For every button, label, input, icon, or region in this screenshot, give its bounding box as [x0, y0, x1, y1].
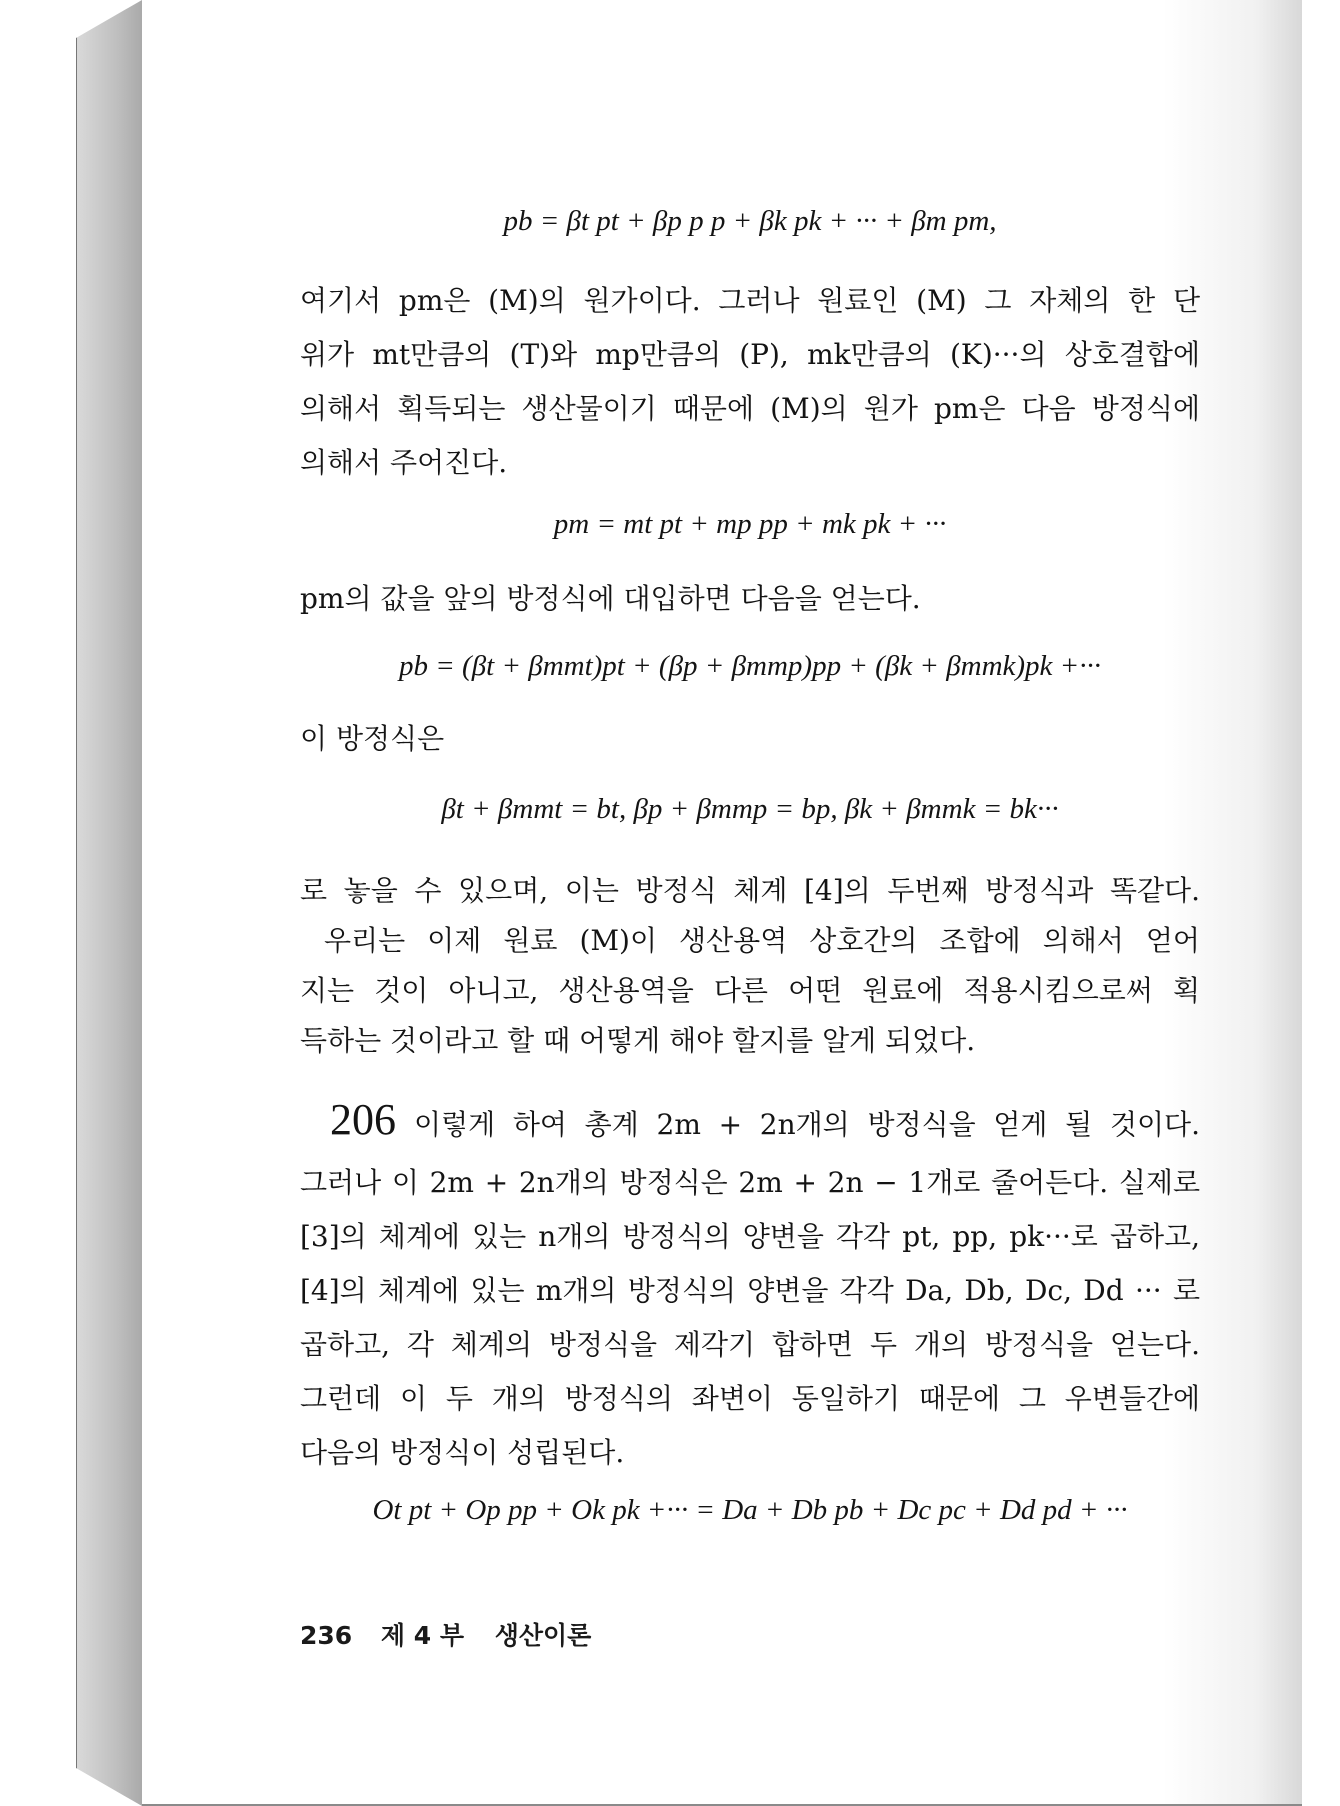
paragraph-1-line-1: 여기서 pm은 (M)의 원가이다. 그러나 원료인 (M) 그 자체의 한 단 — [300, 284, 1200, 317]
paragraph-4-line-4: 득하는 것이라고 할 때 어떻게 해야 할지를 알게 되었다. — [300, 1024, 976, 1057]
paragraph-1-line-3: 의해서 획득되는 생산물이기 때문에 (M)의 원가 pm은 다음 방정식에 — [300, 392, 1200, 425]
paragraph-1-line-4: 의해서 주어진다. — [300, 446, 508, 479]
footer-part: 제 4 부 — [380, 1621, 465, 1650]
equation-pm: pm = mt pt + mp pp + mk pk + ··· — [553, 508, 947, 540]
page-footer — [300, 1616, 591, 1652]
book-spine — [76, 0, 143, 1806]
paragraph-5-line-2: 그러나 이 2m + 2n개의 방정식은 2m + 2n − 1개로 줄어든다. 실제로 — [300, 1166, 1200, 1199]
equation-coefficients: βt + βmmt = bt, βp + βmmp = bp, βk + βmmk = bk··· — [441, 793, 1059, 825]
footer-title: 생산이론 — [494, 1621, 592, 1650]
section-number: 206 — [330, 1095, 396, 1144]
section-206-heading-line — [330, 1094, 1200, 1145]
paragraph-5-line-7: 다음의 방정식이 성립된다. — [300, 1436, 625, 1469]
equation-totals: Ot pt + Op pp + Ok pk +··· = Da + Db pb + Dc pc + Dd pd + ··· — [372, 1494, 1128, 1526]
paragraph-5-line-3: [3]의 체계에 있는 n개의 방정식의 양변을 각각 pt, pp, pk···로 곱하고, — [300, 1220, 1200, 1253]
equation-pb-substituted: pb = (βt + βmmt)pt + (βp + βmmp)pp + (βk + βmmk)pk +··· — [398, 650, 1102, 682]
paragraph-5-line-4: [4]의 체계에 있는 m개의 방정식의 양변을 각각 Da, Db, Dc, Dd ··· 로 — [300, 1274, 1200, 1307]
paragraph-1-line-2: 위가 mt만큼의 (T)와 mp만큼의 (P), mk만큼의 (K)···의 상호결합에 — [300, 338, 1200, 371]
book-page — [142, 0, 1302, 1806]
paragraph-5-line-6: 그런데 이 두 개의 방정식의 좌변이 동일하기 때문에 그 우변들간에 — [300, 1382, 1200, 1415]
paragraph-4-line-3: 지는 것이 아니고, 생산용역을 다른 어떤 원료에 적용시킴으로써 획 — [300, 974, 1200, 1007]
paragraph-2: pm의 값을 앞의 방정식에 대입하면 다음을 얻는다. — [300, 582, 921, 615]
paragraph-5-line-5: 곱하고, 각 체계의 방정식을 제각기 합하면 두 개의 방정식을 얻는다. — [300, 1328, 1200, 1361]
page-number: 236 — [300, 1621, 353, 1650]
paragraph-5-line-1: 이렇게 하여 총계 2m + 2n개의 방정식을 얻게 될 것이다. — [414, 1108, 1200, 1141]
paragraph-3: 이 방정식은 — [300, 722, 445, 755]
paragraph-4-line-2: 우리는 이제 원료 (M)이 생산용역 상호간의 조합에 의해서 얻어 — [324, 924, 1200, 957]
paragraph-4-line-1: 로 놓을 수 있으며, 이는 방정식 체계 [4]의 두번째 방정식과 똑같다. — [300, 874, 1200, 907]
equation-pb: pb = βt pt + βp p p + βk pk + ··· + βm pm, — [503, 205, 997, 237]
